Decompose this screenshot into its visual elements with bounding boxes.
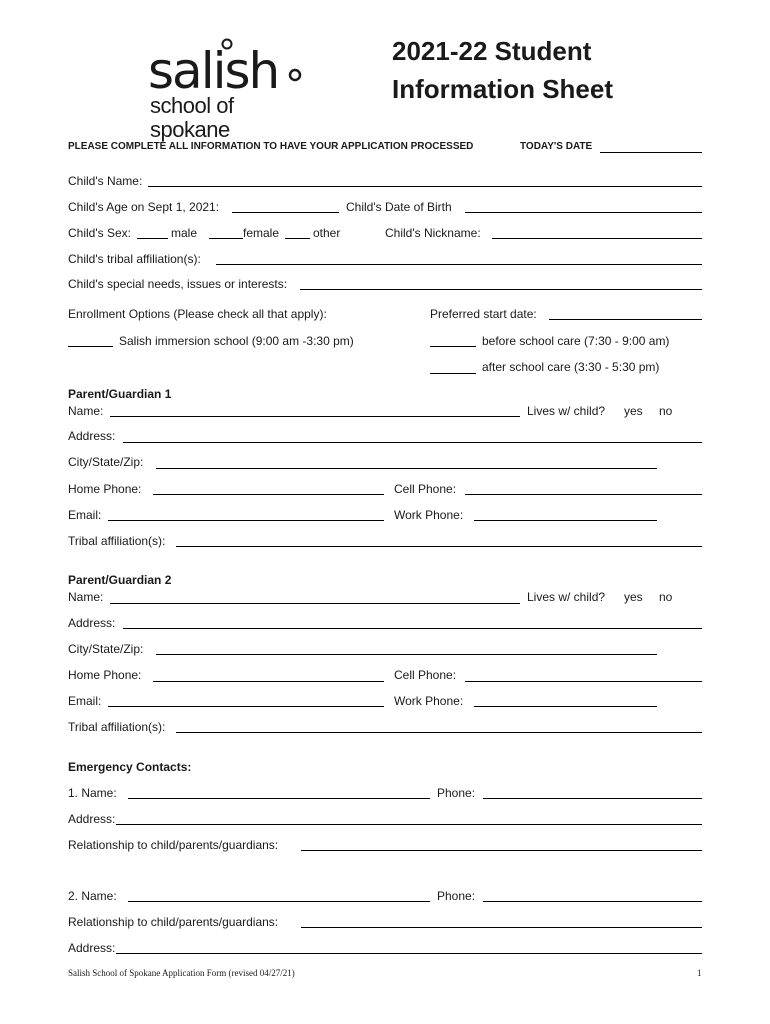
parent2-work-phone-label: Work Phone: [394,694,464,708]
emergency-heading: Emergency Contacts: [68,760,192,774]
immersion-option-label: Salish immersion school (9:00 am -3:30 pm) [119,334,354,348]
parent1-address-field[interactable] [123,442,702,443]
parent2-tribal-label: Tribal affiliation(s): [68,720,166,734]
todays-date-label: TODAY'S DATE [520,141,593,152]
logo-tail-icon [288,66,304,84]
contact1-relationship-field[interactable] [301,850,702,851]
before-care-option-label: before school care (7:30 - 9:00 am) [482,334,670,348]
parent2-email-field[interactable] [108,706,384,707]
preferred-start-label: Preferred start date: [430,307,537,321]
contact2-relationship-label: Relationship to child/parents/guardians: [68,915,279,929]
preferred-start-field[interactable] [549,319,702,320]
contact1-name-label: 1. Name: [68,786,117,800]
todays-date-field[interactable] [600,152,702,153]
page-number: 1 [697,968,702,978]
after-care-option-label: after school care (3:30 - 5:30 pm) [482,360,660,374]
page-title-line1: 2021-22 Student [392,36,592,66]
contact1-phone-field[interactable] [483,798,702,799]
parent2-name-field[interactable] [110,603,520,604]
contact2-phone-label: Phone: [437,889,476,903]
parent1-lives-label: Lives w/ child? [527,404,606,418]
child-nickname-label: Child's Nickname: [385,226,481,240]
parent2-address-label: Address: [68,616,116,630]
parent1-email-field[interactable] [108,520,384,521]
contact1-address-label: Address: [68,812,116,826]
parent2-name-label: Name: [68,590,104,604]
parent1-heading: Parent/Guardian 1 [68,387,172,401]
parent1-city-field[interactable] [156,468,657,469]
contact1-phone-label: Phone: [437,786,476,800]
contact2-relationship-field[interactable] [301,927,702,928]
parent1-yes-option[interactable]: yes [624,404,643,418]
parent2-yes-option[interactable]: yes [624,590,643,604]
before-care-checkbox[interactable] [430,346,476,347]
contact1-name-field[interactable] [128,798,430,799]
parent2-cell-phone-label: Cell Phone: [394,668,457,682]
logo-subtitle: school of spokane [150,93,234,142]
child-dob-label: Child's Date of Birth [346,200,452,214]
parent1-name-field[interactable] [110,416,520,417]
parent1-no-option[interactable]: no [659,404,673,418]
parent2-work-phone-field[interactable] [474,706,657,707]
sex-male-checkbox[interactable] [137,238,168,239]
page-title-line2: Information Sheet [392,74,614,104]
child-tribal-field[interactable] [216,264,702,265]
parent2-no-option[interactable]: no [659,590,673,604]
parent2-cell-phone-field[interactable] [465,681,702,682]
sex-other-label: other [313,226,341,240]
parent2-address-field[interactable] [123,628,702,629]
contact2-phone-field[interactable] [483,901,702,902]
parent1-cell-phone-label: Cell Phone: [394,482,457,496]
child-name-label: Child's Name: [68,174,143,188]
parent2-home-phone-label: Home Phone: [68,668,142,682]
parent2-tribal-field[interactable] [176,732,702,733]
parent2-home-phone-field[interactable] [153,681,384,682]
contact2-name-field[interactable] [128,901,430,902]
child-name-field[interactable] [148,186,702,187]
parent2-city-field[interactable] [156,654,657,655]
parent1-city-label: City/State/Zip: [68,455,144,469]
school-logo [148,36,308,142]
parent1-work-phone-field[interactable] [474,520,657,521]
logo-wordmark: salish [148,42,279,100]
child-special-needs-field[interactable] [300,289,702,290]
parent2-lives-label: Lives w/ child? [527,590,606,604]
parent1-name-label: Name: [68,404,104,418]
parent1-email-label: Email: [68,508,102,522]
parent1-home-phone-label: Home Phone: [68,482,142,496]
contact2-address-field[interactable] [116,953,702,954]
parent2-heading: Parent/Guardian 2 [68,573,172,587]
child-dob-field[interactable] [465,212,702,213]
child-nickname-field[interactable] [492,238,702,239]
child-special-needs-label: Child's special needs, issues or interests: [68,277,288,291]
parent1-home-phone-field[interactable] [153,494,384,495]
instructions-text: PLEASE COMPLETE ALL INFORMATION TO HAVE YOUR APPLICATION PROCESSED [68,141,474,152]
sex-male-label: male [171,226,198,240]
footer-text: Salish School of Spokane Application Form (revised 04/27/21) [68,968,295,978]
parent1-address-label: Address: [68,429,116,443]
child-age-label: Child's Age on Sept 1, 2021: [68,200,220,214]
child-age-field[interactable] [232,212,339,213]
parent2-email-label: Email: [68,694,102,708]
immersion-checkbox[interactable] [68,346,113,347]
child-sex-label: Child's Sex: [68,226,131,240]
parent1-cell-phone-field[interactable] [465,494,702,495]
parent2-city-label: City/State/Zip: [68,642,144,656]
contact2-name-label: 2. Name: [68,889,117,903]
sex-other-checkbox[interactable] [285,238,310,239]
after-care-checkbox[interactable] [430,373,476,374]
child-tribal-label: Child's tribal affiliation(s): [68,252,201,266]
parent1-work-phone-label: Work Phone: [394,508,464,522]
sex-female-label: female [243,226,280,240]
contact2-address-label: Address: [68,941,116,955]
parent1-tribal-field[interactable] [176,546,702,547]
enrollment-options-label: Enrollment Options (Please check all that apply): [68,307,327,321]
sex-female-checkbox[interactable] [209,238,243,239]
parent1-tribal-label: Tribal affiliation(s): [68,534,166,548]
contact1-address-field[interactable] [116,824,702,825]
contact1-relationship-label: Relationship to child/parents/guardians: [68,838,279,852]
